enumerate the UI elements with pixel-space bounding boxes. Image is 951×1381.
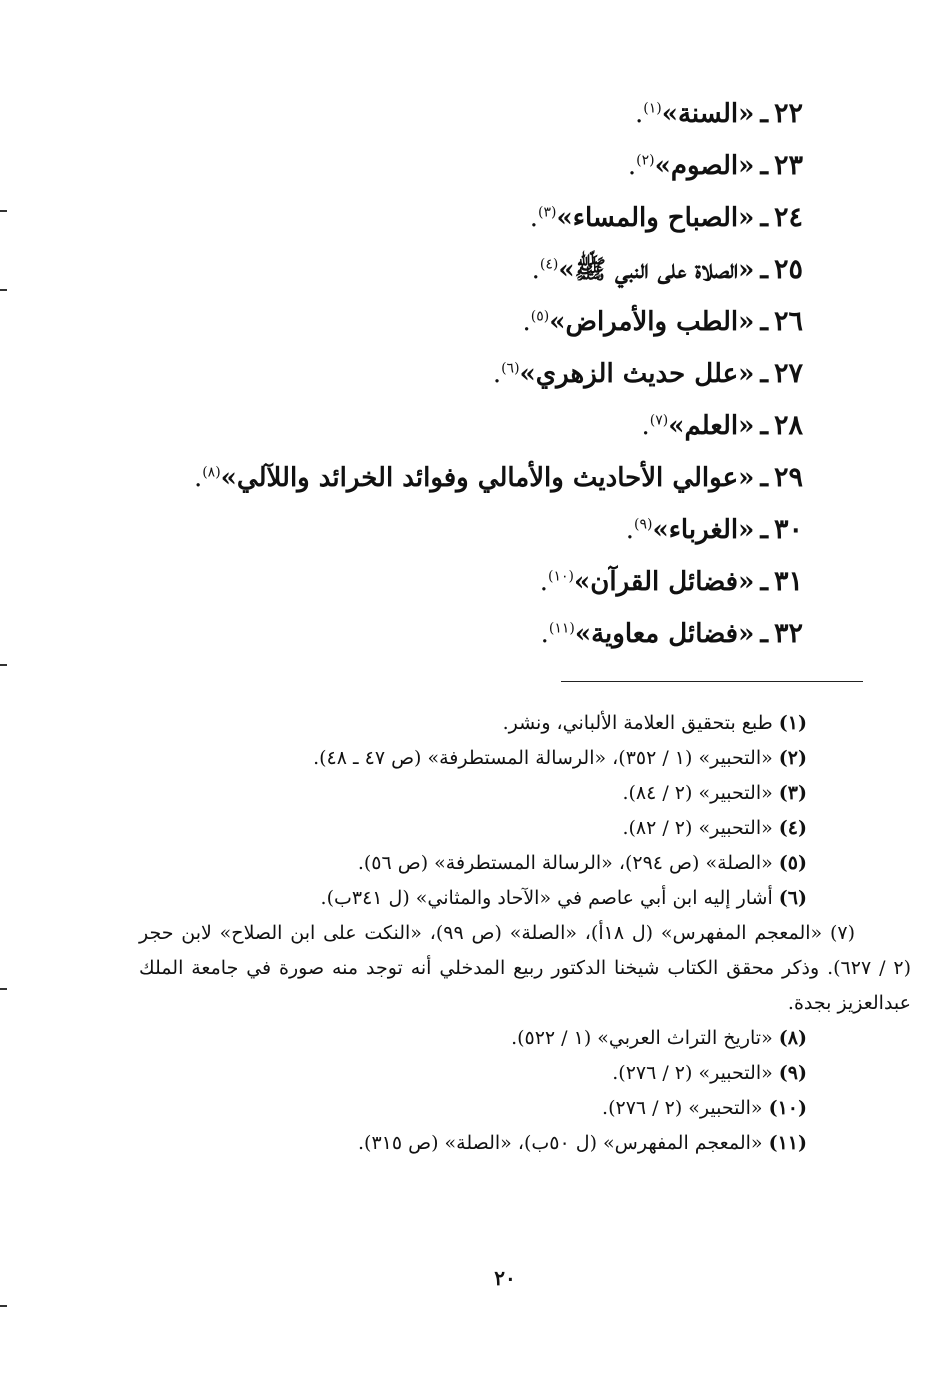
footnote [139,776,863,811]
entry-period: . [635,99,644,129]
footnote-number: (٦) [778,887,807,909]
entry-title: «الصباح والمساء» [556,203,755,233]
footnote [139,811,863,846]
footnote-text: «الصلة» (ص ٢٩٤)، «الرسالة المستطرفة» (ص ٥٦). [357,852,773,874]
footnote [139,1091,863,1126]
list-item [143,608,803,660]
footnote-ref[interactable]: (٧) [649,412,669,429]
entry-number: ٣١ [773,566,803,597]
footnote-divider [561,681,863,682]
list-item [143,348,803,400]
footnote-text: «التحبير» (٢ / ٢٧٦). [612,1062,773,1084]
entry-separator: ـ [760,255,768,285]
entry-period: . [627,151,637,181]
footnote [139,846,863,881]
entry-separator: ـ [760,463,768,493]
footnote-text: أشار إليه ابن أبي عاصم في «الآحاد والمثاني» (ل ٣٤١ب). [320,887,773,909]
footnote [139,1056,863,1091]
footnote-number: (٧) [829,922,856,944]
entry-title: «الطب والأمراض» [549,307,755,337]
entry-period: . [522,307,531,337]
footnote-long [139,916,911,1021]
footnote-number: (٩) [778,1062,807,1084]
list-item [143,400,803,452]
footnote-number: (١٠) [768,1097,807,1119]
list-item [143,452,803,504]
list-item [143,296,803,348]
entry-separator: ـ [760,359,768,389]
list-item [143,140,803,192]
entry-title: «السنة» [661,99,755,129]
entry-number: ٢٨ [773,410,803,441]
list-item [143,244,803,296]
footnote-number: (٢) [778,747,807,769]
entry-separator: ـ [760,515,768,545]
entry-title: «فضائل معاوية» [574,619,755,649]
entry-number: ٢٢ [773,98,803,129]
entry-number: ٣٢ [773,618,803,649]
entry-period: . [540,619,549,649]
footnote-text: طبع بتحقيق العلامة الألباني، ونشر. [502,712,773,734]
entry-title: «الصوم» [654,151,755,181]
footnote-text: «التحبير» (٢ / ٨٢). [622,817,773,839]
footnote-number: (٤) [778,817,807,839]
footnote-text: «تاريخ التراث العربي» (١ / ٥٢٢). [511,1027,773,1049]
footnote [139,741,863,776]
list-item [143,556,803,608]
footnote-ref[interactable]: (٦) [501,360,520,377]
entry-period: . [625,515,634,545]
footnote-number: (٥) [778,852,807,874]
footnote-ref[interactable]: (٢) [636,152,655,169]
list-item [143,88,803,140]
entry-separator: ـ [760,567,768,597]
entry-number: ٢٧ [773,358,803,389]
list-item [143,504,803,556]
footnote-number: (١١) [768,1132,807,1154]
footnote-text: «التحبير» (٢ / ٨٤). [622,782,773,804]
footnote-number: (١) [778,712,807,734]
footnote [139,1021,863,1056]
scan-edge-mark [0,289,7,291]
footnote-ref[interactable]: (١١) [548,620,575,637]
entry-number: ٣٠ [773,514,803,545]
footnote-ref[interactable]: (١٠) [548,568,575,585]
entry-number: ٢٤ [773,202,803,233]
footnote-ref[interactable]: (١) [643,100,662,117]
entry-number: ٢٦ [773,306,803,337]
entry-title: «فضائل القرآن» [574,567,755,597]
footnote-number: (٣) [778,782,807,804]
footnote-ref[interactable]: (٣) [538,204,557,221]
scan-edge-mark [0,210,7,212]
footnote-ref[interactable]: (٨) [202,464,221,481]
entry-separator: ـ [760,151,768,181]
entry-separator: ـ [760,203,768,233]
entry-title: «العلم» [668,411,755,441]
entry-separator: ـ [760,307,768,337]
footnote-ref[interactable]: (٥) [530,308,550,325]
footnote-ref[interactable]: (٩) [633,516,653,533]
entry-separator: ـ [760,619,768,649]
scan-edge-mark [0,664,7,666]
footnote [139,1126,863,1161]
entry-title: «الصلاة على النبي ﷺ» [558,255,755,285]
footnote [139,706,863,741]
footnote-text: «التحبير» (١ / ٣٥٢)، «الرسالة المستطرفة» (ص ٤٧ ـ ٤٨). [313,747,773,769]
entry-period: . [531,255,540,285]
entry-period: . [641,411,650,441]
footnote-ref[interactable]: (٤) [539,256,559,273]
scan-edge-mark [0,1305,7,1307]
list-item [143,192,803,244]
footnote [139,881,863,916]
footnote-number: (٨) [778,1027,807,1049]
entry-period: . [539,567,549,597]
scan-edge-mark [0,988,7,990]
entry-separator: ـ [760,411,768,441]
entry-period: . [492,359,502,389]
page-number: ٢٠ [494,1266,516,1290]
entry-number: ٢٥ [773,254,803,285]
entry-title: «علل حديث الزهري» [519,359,755,389]
entry-period: . [193,463,203,493]
footnotes-section [139,706,911,1161]
entry-separator: ـ [760,99,768,129]
entry-number: ٢٣ [773,150,803,181]
entry-number: ٢٩ [773,462,803,493]
footnote-text: «التحبير» (٢ / ٢٧٦). [602,1097,763,1119]
entry-period: . [529,203,539,233]
footnote-text: «المعجم المفهرس» (ل ١٨أ)، «الصلة» (ص ٩٩)، «النكت على ابن الصلاح» لابن حجر (٢ / ٦٢٧). وذكر محقق الكتاب شيخنا الدكتور ربيع المدخلي أنه توجد منه صورة في جامعة الملك عبدالعزيز بجدة. [139,922,911,1014]
footnote-text: «المعجم المفهرس» (ل ٥٠ب)، «الصلة» (ص ٣١٥). [358,1132,763,1154]
book-list [143,88,803,660]
entry-title: «الغرباء» [652,515,755,545]
entry-title: «عوالي الأحاديث والأمالي وفوائد الخرائد واللآلي» [220,463,755,493]
